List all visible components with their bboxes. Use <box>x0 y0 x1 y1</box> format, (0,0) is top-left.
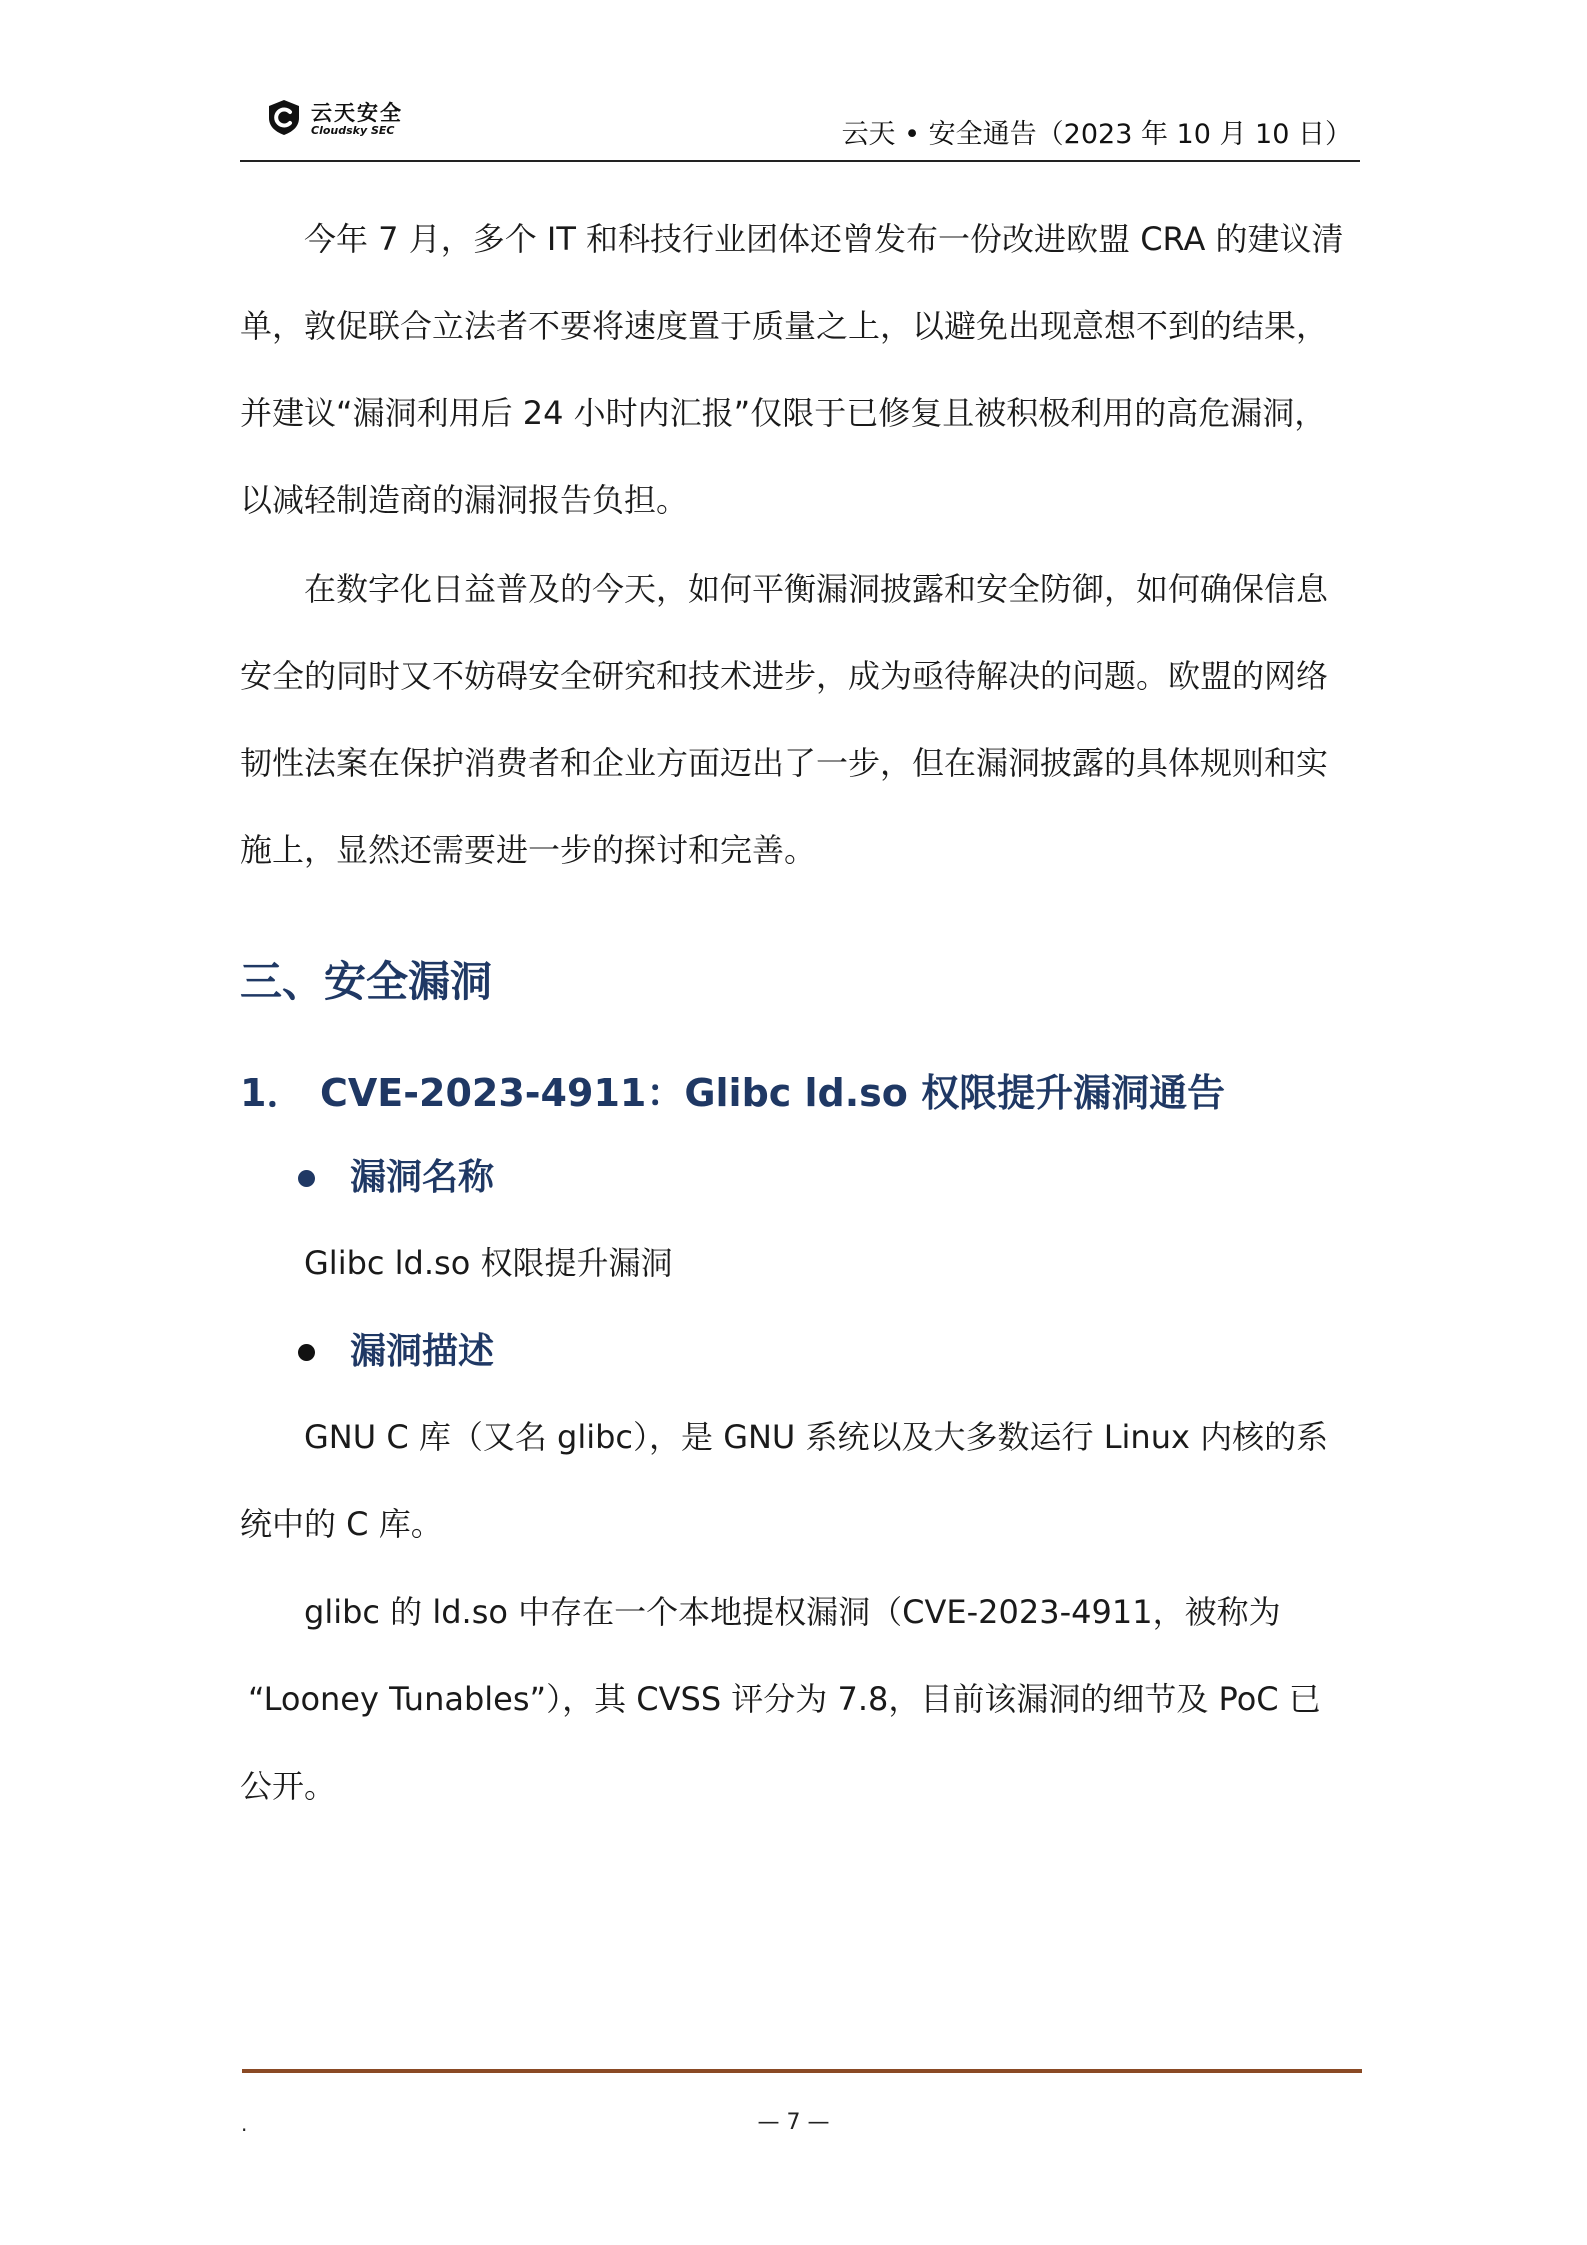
bullet-label: 漏洞名称 <box>350 1157 495 1198</box>
description-1-line-2: 统中的 C 库。 <box>240 1505 443 1543</box>
paragraph-2-line-2: 安全的同时又不妨碍安全研究和技术进步，成为亟待解决的问题。欧盟的网络 <box>240 657 1329 695</box>
section-heading: 三、安全漏洞 <box>240 957 493 1006</box>
footer-dot: . <box>241 2112 248 2136</box>
page-number: — 7 — <box>757 2110 830 2135</box>
description-2-line-1: glibc 的 ld.so 中存在一个本地提权漏洞（CVE-2023-4911，被称为 <box>304 1593 1281 1631</box>
bullet-dot-icon <box>298 1170 315 1187</box>
footer-divider <box>242 2069 1362 2073</box>
logo-text-en: Cloudsky SEC <box>311 124 395 137</box>
subsection-number: 1． <box>240 1071 305 1115</box>
paragraph-1-line-2: 单，敦促联合立法者不要将速度置于质量之上，以避免出现意想不到的结果， <box>240 307 1329 345</box>
vuln-name-text: Glibc ld.so 权限提升漏洞 <box>304 1244 673 1282</box>
paragraph-2-line-4: 施上，显然还需要进一步的探讨和完善。 <box>240 831 817 869</box>
subsection-title: CVE-2023-4911：Glibc ld.so 权限提升漏洞通告 <box>320 1071 1226 1115</box>
paragraph-2-line-3: 韧性法案在保护消费者和企业方面迈出了一步，但在漏洞披露的具体规则和实 <box>240 744 1329 782</box>
bullet-dot-icon <box>298 1344 315 1361</box>
paragraph-1-line-3: 并建议“漏洞利用后 24 小时内汇报”仅限于已修复且被积极利用的高危漏洞， <box>240 394 1327 432</box>
paragraph-1-line-4: 以减轻制造商的漏洞报告负担。 <box>240 481 689 519</box>
description-2-line-2: “Looney Tunables”），其 CVSS 评分为 7.8，目前该漏洞的细节及 PoC 已 <box>248 1680 1321 1718</box>
description-1-line-1: GNU C 库（又名 glibc），是 GNU 系统以及大多数运行 Linux 内核的系 <box>304 1418 1329 1456</box>
logo-text-cn: 云天安全 <box>311 101 403 125</box>
description-2-line-3: 公开。 <box>240 1767 337 1805</box>
bullet-label: 漏洞描述 <box>350 1331 495 1372</box>
header-title: 云天 • 安全通告（2023 年 10 月 10 日） <box>841 119 1352 150</box>
company-logo <box>265 96 425 144</box>
paragraph-2-line-1: 在数字化日益普及的今天，如何平衡漏洞披露和安全防御，如何确保信息 <box>304 570 1329 608</box>
paragraph-1-line-1: 今年 7 月，多个 IT 和科技行业团体还曾发布一份改进欧盟 CRA 的建议清 <box>304 220 1344 258</box>
shield-c-logo-icon <box>265 98 303 136</box>
header-divider <box>240 160 1360 162</box>
